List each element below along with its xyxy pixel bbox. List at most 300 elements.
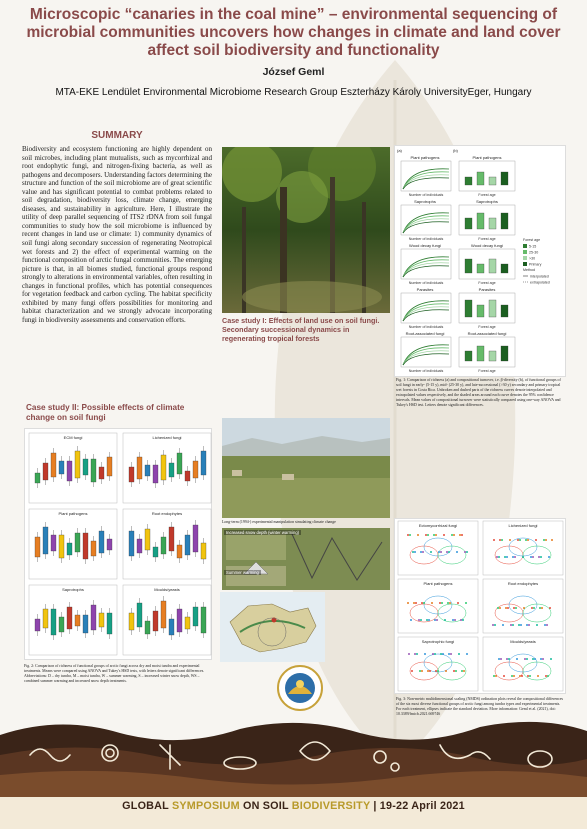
fig3-point: [536, 624, 538, 626]
fig3-point: [440, 551, 442, 553]
fig3-point: [413, 602, 415, 604]
fig3-point: [540, 556, 542, 558]
fig1-box: [465, 300, 472, 317]
fig3-point: [436, 619, 438, 621]
fig3-point: [461, 534, 463, 536]
fig3-point: [460, 619, 462, 621]
fig3-point: [465, 602, 467, 604]
fig3-subplot: [398, 637, 478, 691]
fig2-box: [99, 467, 104, 479]
fig2-box: [177, 545, 182, 558]
fig3-point: [414, 551, 416, 553]
fig3-point: [519, 539, 521, 541]
fig3-point: [547, 675, 549, 677]
fig3-point: [424, 653, 426, 655]
fig3-point: [429, 670, 431, 672]
summary-text: Biodiversity and ecosystem functioning are highly dependent on soil microbes, including plant mutualists, such as mycorrhizal and root endophytic fungi, and nitrogen-fixing bacteria, as well as pathogens and decomposers. Understanding factors determining the structure and function of the soil microbiome are of great scientific value and has significant potential to combat problems related to soil degradation, biodiversity loss, climate change, emerging diseases, and sustainability in agriculture. Here, I illustrate the utility of deep parallel sequencing of ITS2 rDNA from soil fungal communities to study how the soil microbiome is influenced by recent changes in land use or climate: 1) community dynamics of soil fungi along secondary succession of regenerating Neotropical wet forests and 2) the effect of experimental warming on the functional composition of arctic fungal communities. The emerging picture is that, in all biomes studied, functional groups respond strongly to alterations in environmental variables, often resulting in changes in functional profiles, which has potential consequences for vegetation feedback and carbon cycling. The habitat specificity exhibited by many fungi offers possibilities for monitoring and habitat characterization and we strongly advocate incorporating fungi in biodiversity assessments and conservation efforts.: [22, 145, 212, 324]
fig1-box: [477, 346, 484, 361]
fig1-method-label: interpolated: [530, 274, 549, 279]
fig3-point: [502, 624, 504, 626]
fig2-box: [201, 451, 206, 475]
fig3-point: [499, 539, 501, 541]
fig3-point: [450, 653, 452, 655]
fig1-box: [477, 305, 484, 317]
fig3-point: [526, 624, 528, 626]
fig3-point: [549, 607, 551, 609]
fig3-point: [453, 670, 455, 672]
fig3-subplot-title: Plant pathogens: [423, 581, 453, 586]
fig1-box: [501, 305, 508, 317]
fig2-box: [185, 535, 190, 555]
fig1-legend-swatch: [523, 250, 527, 254]
fig3-point: [504, 556, 506, 558]
fig2-box: [43, 527, 48, 554]
fig3-point: [455, 670, 457, 672]
fig3-subplot-title: Saprotrophic fungi: [421, 639, 455, 644]
fig3-point: [415, 602, 417, 604]
fig3-point: [545, 539, 547, 541]
fig3-point: [503, 675, 505, 677]
fig2-subplot-title: ECM fungi: [63, 435, 83, 440]
fig2-box: [137, 539, 142, 553]
fig2-subplot: [123, 509, 211, 579]
fig3-point: [517, 539, 519, 541]
fig3-point: [448, 653, 450, 655]
fig1-box: [489, 300, 496, 317]
fig3-point: [459, 534, 461, 536]
fig3-point: [550, 658, 552, 660]
fig2-box: [169, 527, 174, 551]
fig2-box: [83, 533, 88, 559]
fig3-point: [540, 658, 542, 660]
fig3-point: [499, 607, 501, 609]
fig2-box: [83, 459, 88, 475]
fig2-box: [129, 467, 134, 482]
fig3-point: [440, 653, 442, 655]
fig3-point: [421, 670, 423, 672]
snow-fence-photo: [222, 528, 390, 590]
fig3-point: [533, 607, 535, 609]
fig1-label-b: (b): [453, 148, 458, 153]
footer-part-2: SYMPOSIUM: [171, 800, 240, 812]
fig3-point: [448, 551, 450, 553]
fig1-xaxis-a: Number of individuals: [408, 193, 444, 197]
fig3-point: [428, 619, 430, 621]
fig3-point: [435, 534, 437, 536]
case-study-1-heading: Case study I: Effects of land use on soil fungi. Secondary successional dynamics in regenerating tropical forests: [222, 316, 380, 343]
fig1-row-title-b: Parasites: [478, 287, 496, 292]
fig3-point: [427, 534, 429, 536]
fig3-point: [531, 607, 533, 609]
fig3-point: [508, 658, 510, 660]
fig2-box: [67, 543, 72, 555]
fig2-box: [51, 535, 56, 551]
fig2-subplot-title: Saprotrophs: [62, 587, 84, 592]
fig2-box: [193, 461, 198, 478]
fig2-box: [75, 615, 80, 626]
fig3-point: [542, 658, 544, 660]
fig3-subplot: [483, 579, 563, 633]
fig3-point: [548, 556, 550, 558]
fig3-point: [412, 551, 414, 553]
fig1-box: [477, 264, 484, 273]
fig2-box: [169, 619, 174, 635]
fig3-point: [527, 675, 529, 677]
fig3-point: [513, 675, 515, 677]
fig1-row: [401, 331, 515, 373]
fig3-point: [454, 619, 456, 621]
fig1-method-label: extrapolated: [530, 280, 550, 285]
fig3-point: [546, 624, 548, 626]
fig1-legend-title: Forest age: [523, 238, 541, 242]
fig2-box: [107, 457, 112, 476]
footer-part-1: GLOBAL: [122, 800, 172, 812]
fig3-point: [523, 607, 525, 609]
fig2-subplot: [123, 433, 211, 503]
fig3-point: [433, 534, 435, 536]
alaska-map: [220, 592, 325, 662]
fig1-method-title: Method: [523, 268, 535, 272]
fig1-box: [501, 172, 508, 185]
fig2-box: [67, 461, 72, 481]
summary-heading: SUMMARY: [91, 130, 143, 141]
fig3-point: [537, 675, 539, 677]
fig2-box: [59, 461, 64, 474]
fig3-point: [530, 556, 532, 558]
fig2-box: [145, 621, 150, 634]
fig3-point: [497, 607, 499, 609]
fig3-point: [525, 539, 527, 541]
fig1-row: [401, 155, 515, 197]
footer-part-4: BIODIVERSITY: [291, 800, 371, 812]
fig3-point: [510, 624, 512, 626]
fig2-box: [43, 609, 48, 628]
fig2-box: [145, 529, 150, 550]
fig2-box: [43, 463, 48, 480]
fig2-box: [145, 465, 150, 476]
fig1-label-a: (a): [397, 148, 402, 153]
fig3-point: [543, 539, 545, 541]
fig3-point: [430, 551, 432, 553]
fig3-point: [501, 539, 503, 541]
fig2-box: [51, 609, 56, 635]
fig3-point: [495, 675, 497, 677]
fig2-box: [99, 613, 104, 627]
fig2-box: [201, 607, 206, 633]
fig3-point: [456, 551, 458, 553]
fig1-row-title-b: Wood decay fungi: [471, 243, 503, 248]
fig3-point: [418, 619, 420, 621]
fig3-point: [447, 602, 449, 604]
fig2-box: [161, 455, 166, 480]
fig3-panel: [394, 518, 566, 694]
fig3-point: [416, 653, 418, 655]
fig3-point: [458, 653, 460, 655]
fig1-legend-label: Primary: [529, 262, 542, 267]
fig3-subplot: [483, 637, 563, 691]
fig3-point: [409, 534, 411, 536]
fig3-point: [498, 556, 500, 558]
fig3-point: [520, 624, 522, 626]
fig2-box: [129, 531, 134, 556]
fig1-xaxis-b: Forest age: [478, 369, 496, 373]
fig1-legend-label: >30: [529, 256, 536, 261]
fig2-box: [177, 453, 182, 474]
fig2-subplot-title: Lichenized fungi: [152, 435, 182, 440]
fig1-row-title: Plant pathogens: [410, 155, 440, 160]
fig3-point: [423, 602, 425, 604]
fig2-box: [75, 533, 80, 552]
fig1-row: [401, 287, 515, 329]
fig3-point: [439, 602, 441, 604]
fig1-xaxis-a: Number of individuals: [408, 237, 444, 241]
fig3-point: [512, 624, 514, 626]
fig3-subplot-title: Moulds/yeasts: [510, 639, 536, 644]
fig1-legend-swatch: [523, 244, 527, 248]
fig2-box: [59, 617, 64, 632]
fig3-point: [524, 658, 526, 660]
fig3-point: [515, 607, 517, 609]
fig3-point: [493, 539, 495, 541]
affiliation: MTA-EKE Lendület Environmental Microbiome Research Group Eszterházy Károly UniversityEger, Hungary: [55, 87, 532, 98]
fig3-point: [532, 556, 534, 558]
fig3-nmds-plots: [395, 519, 567, 695]
fig3-point: [427, 670, 429, 672]
fig1-box: [501, 346, 508, 361]
fig1-row-title-b: Plant pathogens: [472, 155, 502, 160]
fig2-box: [59, 535, 64, 558]
fig3-point: [443, 534, 445, 536]
fig3-point: [407, 534, 409, 536]
fig2-box: [91, 459, 96, 482]
fig2-box: [67, 607, 72, 629]
fig2-box: [137, 457, 142, 479]
fig3-caption: Fig. 3: Non-metric multidimensional scaling (NMDS) ordination plots reveal the compositional differences of the six most diverse functional groups of arctic fungi among tundra types and experimental treatments. For each treatment, ellipses indicate the standard deviation. More information: Geml et al. (2021), doi: 10.3389/fmicb.2021.669746: [396, 697, 563, 716]
fig3-point: [435, 670, 437, 672]
fig3-point: [506, 556, 508, 558]
fig3-point: [411, 670, 413, 672]
fig3-point: [421, 602, 423, 604]
fig1-xaxis-b: Forest age: [478, 237, 496, 241]
footer-part-3: ON SOIL: [239, 800, 292, 812]
fig1-box: [465, 351, 472, 361]
fig3-point: [529, 675, 531, 677]
fig2-box: [161, 537, 166, 554]
fig3-point: [442, 653, 444, 655]
fig3-point: [534, 658, 536, 660]
fig2-box: [91, 541, 96, 556]
fig3-point: [441, 602, 443, 604]
fig3-point: [463, 670, 465, 672]
fig2-boxplots: [25, 429, 213, 661]
fig1-row-title: Parasites: [416, 287, 434, 292]
arctic-tag-2: Increased snow depth (winter warming): [226, 530, 300, 535]
footer-text: [0, 800, 587, 812]
fig3-point: [445, 670, 447, 672]
fig2-box: [107, 539, 112, 550]
fig2-box: [107, 613, 112, 634]
fig2-box: [169, 463, 174, 477]
fig2-box: [185, 471, 190, 481]
fig1-legend-swatch: [523, 262, 527, 266]
fig1-xaxis-a: Number of individuals: [408, 281, 444, 285]
fig3-subplot-title: Lichenized fungi: [508, 523, 538, 528]
fig1-legend: [523, 238, 550, 285]
fig2-box: [201, 543, 206, 559]
fig1-box: [465, 259, 472, 273]
footer-part-5: | 19-22 April 2021: [370, 800, 465, 812]
fig2-subplot: [123, 585, 211, 655]
fig3-point: [461, 670, 463, 672]
fig2-box: [75, 451, 80, 478]
research-group-logo: [276, 664, 324, 712]
fig1-box: [465, 218, 472, 229]
fig3-point: [446, 551, 448, 553]
fig3-point: [541, 607, 543, 609]
fig3-point: [420, 619, 422, 621]
fig3-point: [466, 653, 468, 655]
fig3-point: [509, 539, 511, 541]
fig3-point: [507, 607, 509, 609]
fig1-caption: Fig. 1: Comparison of richness (a) and compositional turnover, i.e. β-diversity (b), of functional groups of soil fungi in early- (5-15 y), mid- (25-30 y), and late-successional (>30 y) secondary and primary tropical wet forests in Costa Rica. Unbroken and dashed parts of the richness curves denote interpolated and extrapolated values respectively, and the shaded areas around each curve denotes the 95% confidence intervals. Mean values of compositional turnover were statistically compared using one-way ANOVA and Tukey's HSD test. Letters denote significant differences.: [396, 378, 561, 407]
fig3-point: [513, 607, 515, 609]
fig3-point: [438, 551, 440, 553]
fig3-point: [410, 619, 412, 621]
fig1-row-title: Saprotrophs: [414, 199, 436, 204]
fig3-subplot: [398, 579, 478, 633]
fig3-point: [500, 658, 502, 660]
fig3-point: [457, 602, 459, 604]
fig1-xaxis-a: Number of individuals: [408, 369, 444, 373]
fig1-row: [401, 199, 515, 241]
fig1-xaxis-b: Forest age: [478, 325, 496, 329]
fig3-point: [512, 556, 514, 558]
poster-title: Microscopic “canaries in the coal mine” – environmental sequencing of microbial communities uncovers how changes in climate and land cover affect soil biodiversity and functionality: [26, 6, 561, 59]
fig1-charts: [395, 146, 567, 378]
fig1-xaxis-b: Forest age: [478, 281, 496, 285]
fig2-box: [35, 619, 40, 631]
fig3-point: [519, 675, 521, 677]
fig3-point: [425, 534, 427, 536]
fig3-point: [419, 670, 421, 672]
fig3-point: [535, 539, 537, 541]
fig2-box: [153, 547, 158, 557]
fig3-point: [544, 624, 546, 626]
fig3-point: [452, 619, 454, 621]
fig3-point: [434, 619, 436, 621]
fig2-subplot-title: Plant pathogens: [58, 511, 88, 516]
soil-organism-banner: [0, 715, 587, 797]
fig3-point: [526, 658, 528, 660]
fig2-box: [83, 615, 88, 633]
fig2-box: [129, 613, 134, 630]
fig3-point: [444, 619, 446, 621]
fig3-point: [518, 624, 520, 626]
fig3-point: [505, 607, 507, 609]
fig1-row: [401, 243, 515, 285]
fig3-point: [527, 539, 529, 541]
fig3-point: [496, 556, 498, 558]
fig3-point: [538, 556, 540, 558]
arctic-tag-1: Long-term (1994-) experimental manipulation simulating climate change: [222, 520, 336, 524]
fig2-caption: Fig. 2: Comparison of richness of functional groups of arctic fungi across dry and moist tundra and experimental treatments. Means were compared using ANOVA and Tukey's HSD tests, with letters denote significant differences. Abbreviations: D – dry tundra, M – moist tundra, W – summer warming, S – increased winter snow depth, WS – combined summer warming and increased snow depth treatments.: [24, 664, 205, 683]
fig3-point: [498, 658, 500, 660]
fig1-xaxis-a: Number of individuals: [408, 325, 444, 329]
fig3-point: [407, 602, 409, 604]
fig3-point: [432, 653, 434, 655]
fig3-point: [422, 551, 424, 553]
fig2-panel: [24, 428, 212, 660]
fig1-box: [477, 213, 484, 229]
fig3-point: [551, 539, 553, 541]
fig2-box: [99, 531, 104, 553]
fig3-point: [511, 675, 513, 677]
fig2-box: [185, 617, 190, 629]
fig2-subplot-title: Moulds/yeasts: [154, 587, 180, 592]
fig1-xaxis-b: Forest age: [478, 193, 496, 197]
fig1-box: [489, 259, 496, 273]
fig1-box: [501, 213, 508, 229]
arctic-tag-3: Summer warming: [226, 570, 259, 575]
arctic-tundra-photo: [222, 418, 390, 518]
fig1-row-title: Wood decay fungi: [409, 243, 441, 248]
fig3-point: [408, 653, 410, 655]
fig2-subplot: [29, 585, 117, 655]
fig3-point: [431, 602, 433, 604]
fig3-point: [466, 551, 468, 553]
fig2-box: [193, 607, 198, 626]
fig3-point: [434, 653, 436, 655]
fig1-legend-swatch: [523, 256, 527, 260]
fig3-point: [453, 534, 455, 536]
fig3-point: [545, 675, 547, 677]
fig3-point: [506, 658, 508, 660]
fig1-legend-label: 5-15: [529, 244, 537, 249]
fig3-point: [437, 670, 439, 672]
forest-photo: [222, 147, 390, 313]
fig2-box: [153, 611, 158, 631]
fig1-row-title-b: Saprotrophs: [476, 199, 498, 204]
fig3-point: [521, 675, 523, 677]
fig2-box: [161, 601, 166, 628]
fig2-box: [177, 609, 182, 632]
fig3-point: [494, 624, 496, 626]
fig2-box: [193, 525, 198, 552]
fig3-point: [522, 556, 524, 558]
fig1-row-title: Root-associated fungi: [405, 331, 445, 336]
fig3-subplot-title: Root endophytes: [507, 581, 539, 586]
fig3-point: [451, 534, 453, 536]
fig3-subplot: [398, 521, 478, 575]
fig2-subplot-title: Root endophytes: [151, 511, 183, 516]
fig1-row-title-b: Root-associated fungi: [467, 331, 507, 336]
fig2-box: [35, 473, 40, 483]
fig3-subplot-title: Ectomycorrhizal fungi: [418, 523, 458, 528]
fig1-legend-label: 25-30: [529, 250, 539, 255]
fig3-point: [516, 658, 518, 660]
fig1-panel: [394, 145, 566, 377]
fig3-point: [539, 607, 541, 609]
fig2-subplot: [29, 509, 117, 579]
fig3-point: [493, 675, 495, 677]
author-name: József Geml: [262, 66, 325, 78]
fig1-box: [489, 218, 496, 229]
fig1-box: [489, 177, 496, 185]
fig1-box: [501, 264, 508, 273]
fig1-box: [477, 172, 484, 185]
fig3-point: [462, 619, 464, 621]
fig3-point: [426, 619, 428, 621]
